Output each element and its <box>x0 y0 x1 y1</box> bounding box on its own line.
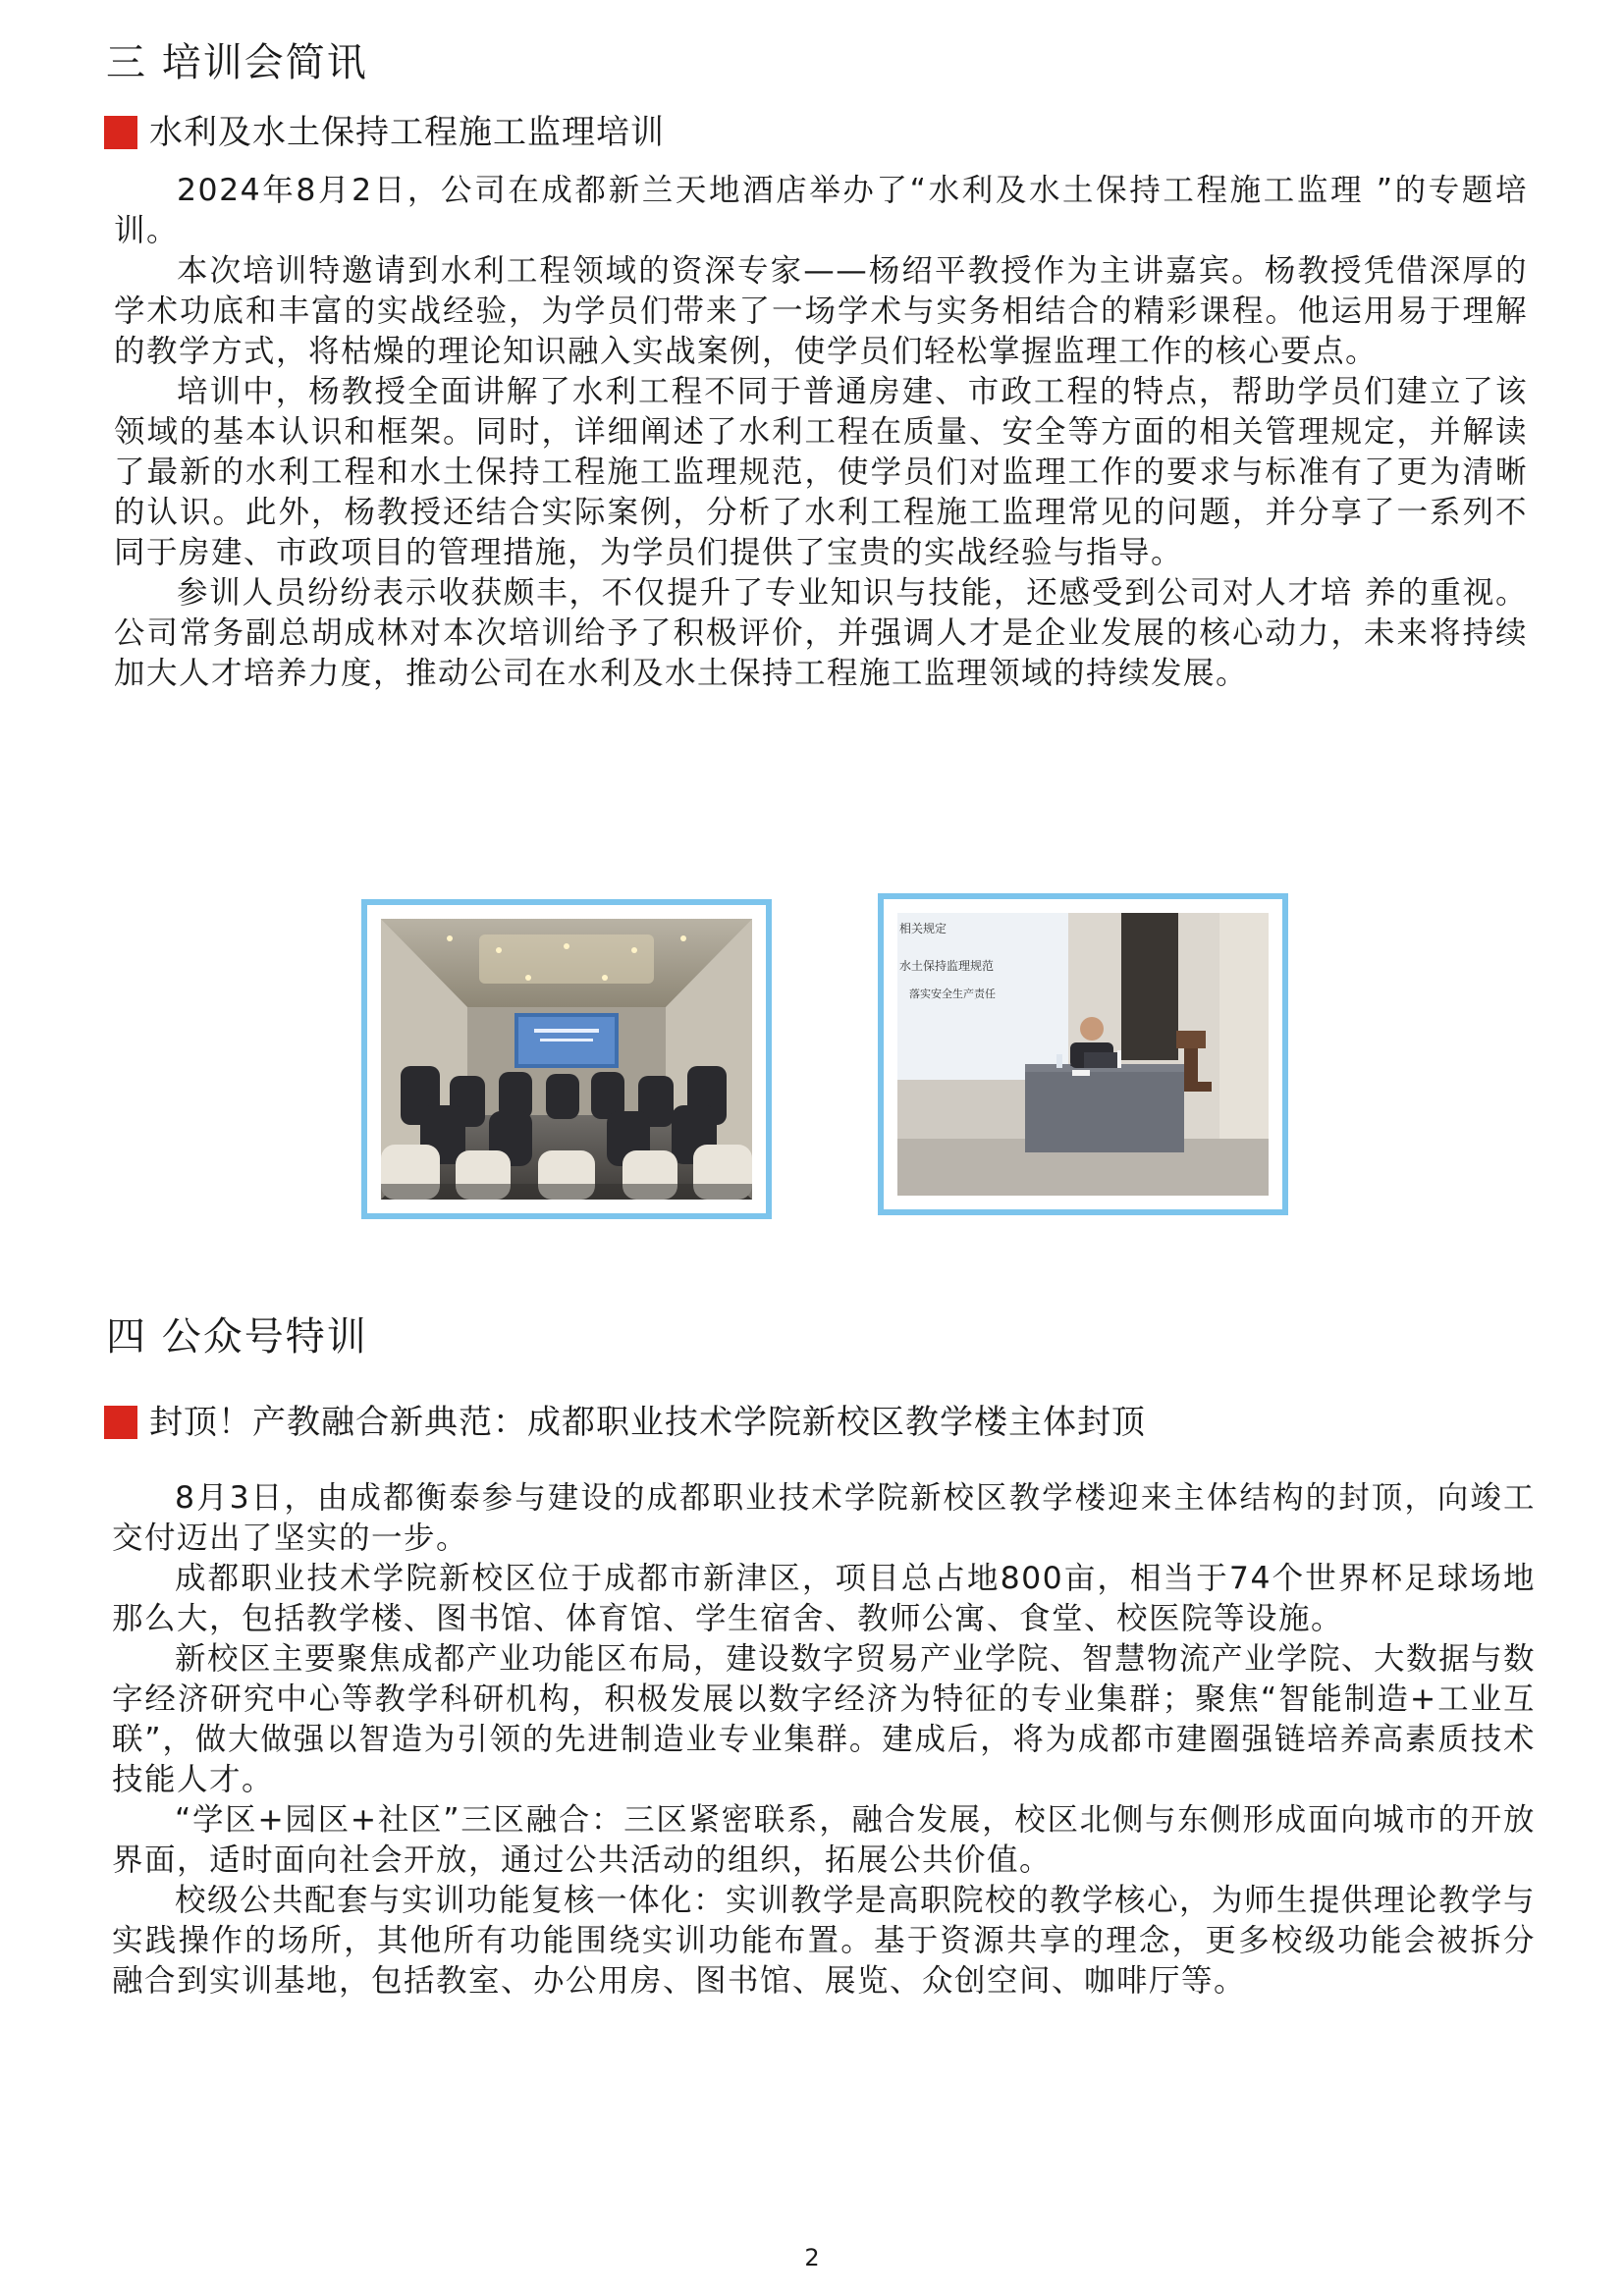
photo-lecturer <box>897 913 1269 1196</box>
photo-frame-classroom <box>361 899 772 1219</box>
paragraph: 培训中，杨教授全面讲解了水利工程不同于普通房建、市政工程的特点，帮助学员们建立了该领域的基本认识和框架。同时，详细阐述了水利工程在质量、安全等方面的相关管理规定，并解读了最新的水利工程和水土保持工程施工监理规范，使学员们对监理工作的要求与标准有了更为清晰的认识。此外，杨教授还结合实际案例，分析了水利工程施工监理常见的问题，并分享了一系列不同于房建、市政项目的管理措施，为学员们提供了宝贵的实战经验与指导。 <box>114 374 1528 570</box>
article-heading-wechat <box>104 1402 1146 1443</box>
classroom-photo-illustration <box>381 919 752 1200</box>
section-title-wechat: 四 公众号特训 <box>106 1314 368 1360</box>
paragraph: “学区+园区+社区”三区融合：三区紧密联系，融合发展，校区北侧与东侧形成面向城市的开放界面，适时面向社会开放，通过公共活动的组织，拓展公共价值。 <box>112 1802 1536 1878</box>
paragraph: 参训人员纷纷表示收获颇丰，不仅提升了专业知识与技能，还感受到公司对人才培 养的重视。公司常务副总胡成林对本次培训给予了积极评价，并强调人才是企业发展的核心动力，未来将持续加大人才培养力度，推动公司在水利及水土保持工程施工监理领域的持续发展。 <box>114 575 1528 691</box>
article-heading-text: 封顶！产教融合新典范：成都职业技术学院新校区教学楼主体封顶 <box>149 1403 1146 1442</box>
slide-line-3: 落实安全生产责任 <box>909 988 996 1000</box>
paragraph: 校级公共配套与实训功能复核一体化：实训教学是高职院校的教学核心，为师生提供理论教学与实践操作的场所，其他所有功能围绕实训功能布置。基于资源共享的理念，更多校级功能会被拆分融合到实训基地，包括教室、办公用房、图书馆、展览、众创空间、咖啡厅等。 <box>112 1883 1537 1999</box>
article-body-wechat <box>112 1478 1536 2002</box>
paragraph: 8月3日，由成都衡泰参与建设的成都职业技术学院新校区教学楼迎来主体结构的封顶，向竣工交付迈出了坚实的一步。 <box>112 1480 1536 1556</box>
article-heading-text: 水利及水土保持工程施工监理培训 <box>149 113 665 152</box>
slide-line-2: 水土保持监理规范 <box>899 959 995 973</box>
photo-classroom <box>381 919 752 1200</box>
photo-frame-lecturer <box>878 893 1288 1215</box>
paragraph: 本次培训特邀请到水利工程领域的资深专家——杨绍平教授作为主讲嘉宾。杨教授凭借深厚的学术功底和丰富的实战经验，为学员们带来了一场学术与实务相结合的精彩课程。他运用易于理解的教学方式，将枯燥的理论知识融入实战案例，使学员们轻松掌握监理工作的核心要点。 <box>114 253 1528 369</box>
paragraph: 2024年8月2日，公司在成都新兰天地酒店举办了“水利及水土保持工程施工监理 ”的专题培训。 <box>114 173 1528 248</box>
paragraph: 新校区主要聚焦成都产业功能区布局，建设数字贸易产业学院、智慧物流产业学院、大数据与数字经济研究中心等教学科研机构，积极发展以数字经济为特征的专业集群；聚焦“智能制造+工业互联”，做大做强以智造为引领的先进制造业专业集群。建成后，将为成都市建圈强链培养高素质技术技能人才。 <box>112 1641 1537 1797</box>
lecturer-photo-illustration <box>897 913 1269 1196</box>
page-number: 2 <box>804 2244 820 2271</box>
slide-line-1: 相关规定 <box>899 922 947 935</box>
red-square-marker-icon <box>104 116 137 149</box>
paragraph: 成都职业技术学院新校区位于成都市新津区，项目总占地800亩，相当于74个世界杯足球场地那么大，包括教学楼、图书馆、体育馆、学生宿舍、教师公寓、食堂、校医院等设施。 <box>112 1561 1536 1636</box>
article-heading-training <box>104 112 665 153</box>
red-square-marker-icon <box>104 1406 137 1439</box>
article-body-training <box>114 171 1528 694</box>
section-title-training: 三 培训会简讯 <box>106 40 368 85</box>
